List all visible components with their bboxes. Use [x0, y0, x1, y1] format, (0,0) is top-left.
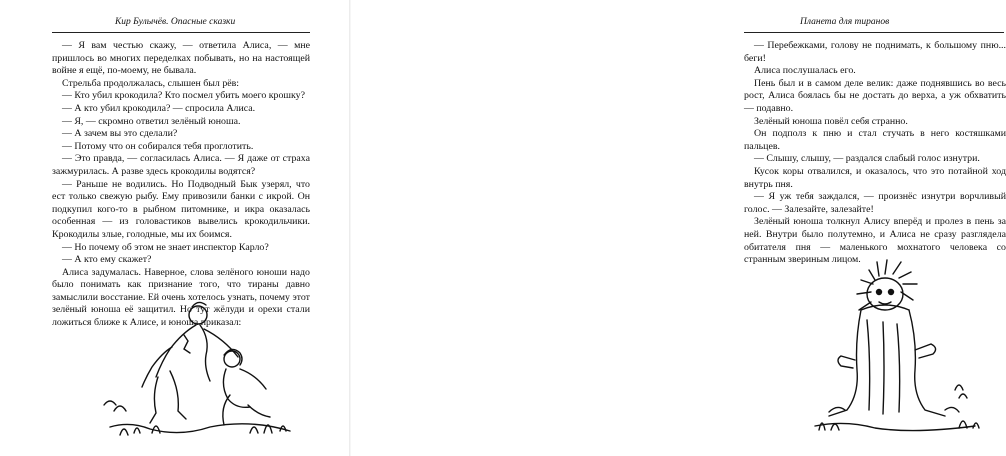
paragraph: Алиса послушалась его.: [754, 65, 856, 77]
paragraph: Он подполз к пню и стал стучать в него костяшками пальцев.: [744, 128, 1006, 152]
paragraph: — Но почему об этом не знает инспектор Карло?: [62, 241, 269, 253]
paragraph: Кусок коры отвалился, и оказалось, что это потайной ход внутрь пня.: [744, 165, 1006, 190]
paragraph: Зелёный юноша повёл себя странно.: [754, 115, 908, 127]
illustration-stump-creature: [805, 240, 985, 440]
ink-drawing: [805, 240, 985, 440]
paragraph: — Это правда, — согласилась Алиса. — Я даже от страха зажмурилась. А разве здесь крокодилы водятся?: [52, 153, 310, 177]
paragraph: — Раньше не водились. Но Подводный Бык узерял, что ест только свежую рыбу. Ему привозили банки с икрой. Он подкупил кого-то в рыбном питомнике, и икра оказалась особенная — из головастиков вывелись крокодильчики. Крокодилы злые, голодные, мы их боимся.: [52, 178, 310, 240]
paragraph: Алиса задумалась. Наверное, слова зелёного юноши надо было понимать как признание того, что тираны давно замыслили восстание. Ей очень хотелось узнать, почему этот зелёный юноша её защитил. Но тут жёлуди и орехи стали ложиться ближе к Алисе, и юноша приказал:: [52, 266, 310, 329]
left-page: [0, 0, 350, 456]
paragraph: — Перебежками, голову не поднимать, к большому пню... беги!: [744, 40, 1006, 64]
paragraph: — Я вам честью скажу, — ответила Алиса, — мне пришлось во многих переделках побывать, но на настоящей войне я ещё, по-моему, не бывала.: [52, 40, 310, 77]
paragraph: Стрельба продолжалась, слышен был рёв:: [62, 77, 240, 89]
ink-drawing: [100, 285, 310, 445]
right-page-text: [744, 40, 1006, 267]
running-head-left: Кир Булычёв. Опасные сказки: [115, 17, 236, 27]
paragraph: — Я, — скромно ответил зелёный юноша.: [62, 115, 241, 127]
paragraph: — Слышу, слышу, — раздался слабый голос изнутри.: [754, 153, 980, 165]
paragraph: — Я уж тебя заждался, — произнёс изнутри ворчливый голос. — Залезайте, залезайте!: [744, 191, 1006, 215]
header-rule-left: [52, 32, 310, 33]
paragraph: Зелёный юноша толкнул Алису вперёд и пролез в пень за ней. Внутри было полутемно, и Алиса не сразу разглядела обитателя пня — маленького мохнатого человека со странным звериным лицом.: [744, 216, 1006, 266]
paragraph: — А кто убил крокодила? — спросила Алиса.: [62, 102, 256, 114]
right-page: [350, 0, 1006, 456]
paragraph: Пень был и в самом деле велик: даже поднявшись во весь рост, Алиса боялась бы не достать до верха, а уж обхватить — подавно.: [744, 77, 1006, 114]
paragraph: — Потому что он собирался тебя проглотить.: [62, 140, 254, 152]
paragraph: — А кто ему скажет?: [62, 254, 152, 266]
paragraph: — А зачем вы это сделали?: [62, 128, 178, 140]
header-rule-right: [744, 32, 1004, 33]
paragraph: — Кто убил крокодила? Кто посмел убить моего крошку?: [62, 90, 305, 102]
running-head-right: Планета для тиранов: [800, 17, 890, 27]
illustration-alice-and-youth: [100, 285, 310, 445]
